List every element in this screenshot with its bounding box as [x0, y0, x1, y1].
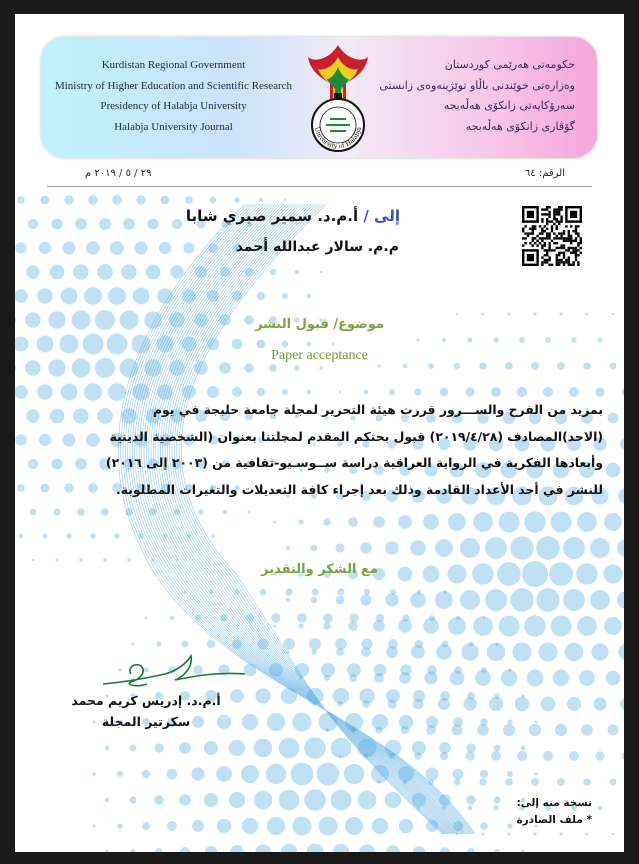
recipient-name-2: م.م. سالار عبدالله أحمد — [235, 239, 399, 255]
signer-title: سكرتير المجلة — [101, 714, 191, 729]
body-line: وأبعادها الفكرية في الرواية العراقية دراسة ســوسـيو-ثقافية من (٢٠٠٣ إلى ٢٠١٦) — [105, 455, 603, 470]
letter-body — [37, 397, 603, 503]
kurdish-line-ministry: وەزارەتی خوێندنی باڵاو توێژینەوەی زانستی — [379, 78, 575, 92]
english-line-journal: Halabja University Journal — [114, 120, 233, 133]
document-page — [15, 14, 624, 852]
kurdish-letterhead — [350, 55, 575, 137]
kurdish-line-presidency: سەرۆکایەتی زانکۆی هەڵەبجە — [443, 99, 575, 112]
letterhead — [41, 37, 597, 158]
recipient-prefix: إلى / — [358, 207, 400, 225]
copy-to-label: نسخة منه إلى: — [516, 797, 592, 809]
recipient-line-1 — [186, 207, 400, 225]
english-letterhead — [41, 55, 306, 137]
reference-date: ٢٩ / ٥ / ٢٠١٩ م — [85, 168, 152, 179]
qr-code-icon[interactable] — [522, 206, 582, 266]
subject-arabic: موضوع/ قبول النشر — [255, 317, 384, 332]
english-line-government: Kurdistan Regional Government — [101, 59, 246, 71]
kurdish-line-government: حکومەتی هەرێمی کوردستان — [444, 58, 575, 71]
english-line-ministry: Ministry of Higher Education and Scientific Research — [54, 79, 293, 92]
header-divider — [47, 186, 592, 187]
reference-row — [85, 166, 565, 184]
closing-thanks: مع الشكر والتقدير — [261, 562, 378, 577]
body-line: للنشر في أحد الأعداد القادمة وذلك بعد إجراء كافة التعديلات والتغيرات المطلوبة. — [116, 481, 603, 497]
english-line-presidency: Presidency of Halabja University — [100, 100, 247, 112]
subject-english: Paper acceptance — [271, 348, 368, 363]
signer-block — [61, 690, 231, 732]
reference-number: الرقم: ٦٤ — [524, 168, 565, 179]
kurdish-line-journal: گۆڤاری زانکۆی هەڵەبجە — [465, 119, 575, 133]
body-line: بمزيد من الفرح والســـرور قررت هيئة التحرير لمجلة جامعة حلبجة في يوم — [152, 402, 603, 417]
signer-name: أ.م.د. إدريس كريم محمد — [71, 693, 221, 708]
copy-to-block — [516, 795, 592, 829]
body-line: (الاحد)المصادف (٢٠١٩/٤/٢٨) قبول بحثكم المقدم لمجلتنا بعنوان (الشخصية الدينية — [109, 428, 603, 444]
recipient-name-1: أ.م.د. سمير صبري شابا — [185, 207, 359, 225]
copy-to-item: * ملف الصادرة — [516, 814, 592, 826]
logo-ring-text: University of Halabja — [313, 126, 363, 151]
